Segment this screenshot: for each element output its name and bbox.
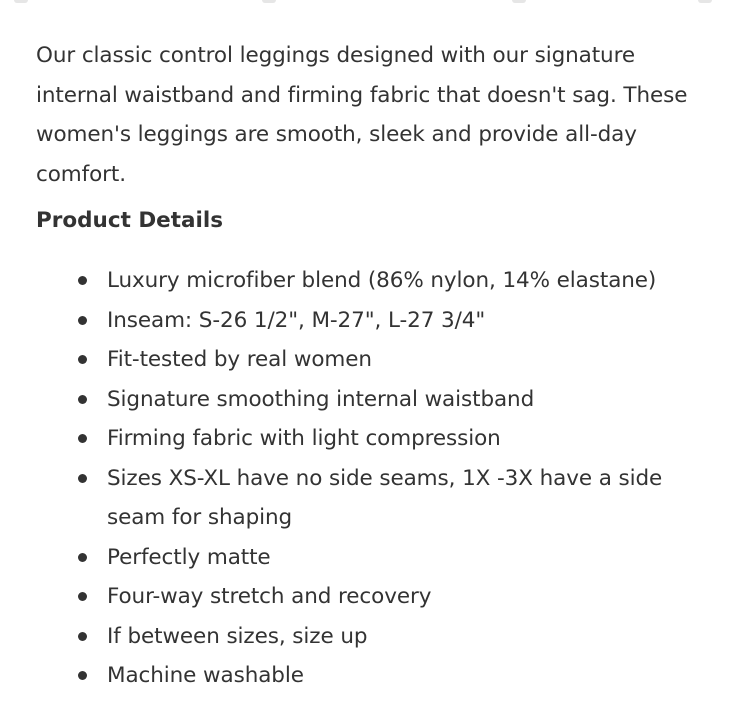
product-description-section — [36, 36, 706, 696]
list-item — [36, 380, 706, 420]
list-item-text: Signature smoothing internal waistband — [107, 386, 535, 412]
product-details-list — [36, 261, 706, 696]
list-item — [36, 538, 706, 578]
bullet-icon — [78, 632, 87, 641]
product-details-heading: Product Details — [36, 208, 224, 233]
list-item-text: Perfectly matte — [107, 544, 271, 570]
list-item-text: Fit-tested by real women — [107, 347, 372, 372]
list-item — [36, 459, 706, 538]
list-item — [36, 261, 706, 301]
cropped-top-content — [0, 0, 739, 8]
list-item — [36, 419, 706, 459]
bullet-icon — [78, 553, 87, 562]
list-item-text: Machine washable — [107, 663, 304, 688]
list-item — [36, 577, 706, 617]
bullet-icon — [78, 592, 87, 601]
list-item-text: Sizes XS-XL have no side seams, 1X -3X have a side seam for shaping — [107, 465, 663, 530]
list-item-text: Four-way stretch and recovery — [107, 584, 432, 609]
list-item — [36, 656, 706, 696]
bullet-icon — [78, 316, 87, 325]
bullet-icon — [78, 434, 87, 443]
list-item — [36, 617, 706, 657]
list-item-text: Inseam: S-26 1/2", M-27", L-27 3/4" — [107, 307, 486, 333]
product-description: Our classic control leggings designed with our signature internal waistband and firming fabric that doesn't sag. These women's leggings are smooth, sleek and provide all-day comfort. — [36, 43, 688, 187]
bullet-icon — [78, 395, 87, 404]
list-item-text: If between sizes, size up — [107, 623, 368, 649]
list-item-text: Firming fabric with light compression — [107, 426, 501, 451]
bullet-icon — [78, 474, 87, 483]
list-item-text: Luxury microfiber blend (86% nylon, 14% elastane) — [107, 268, 657, 293]
bullet-icon — [78, 671, 87, 680]
list-item — [36, 301, 706, 341]
list-item — [36, 340, 706, 380]
bullet-icon — [78, 276, 87, 285]
bullet-icon — [78, 355, 87, 364]
